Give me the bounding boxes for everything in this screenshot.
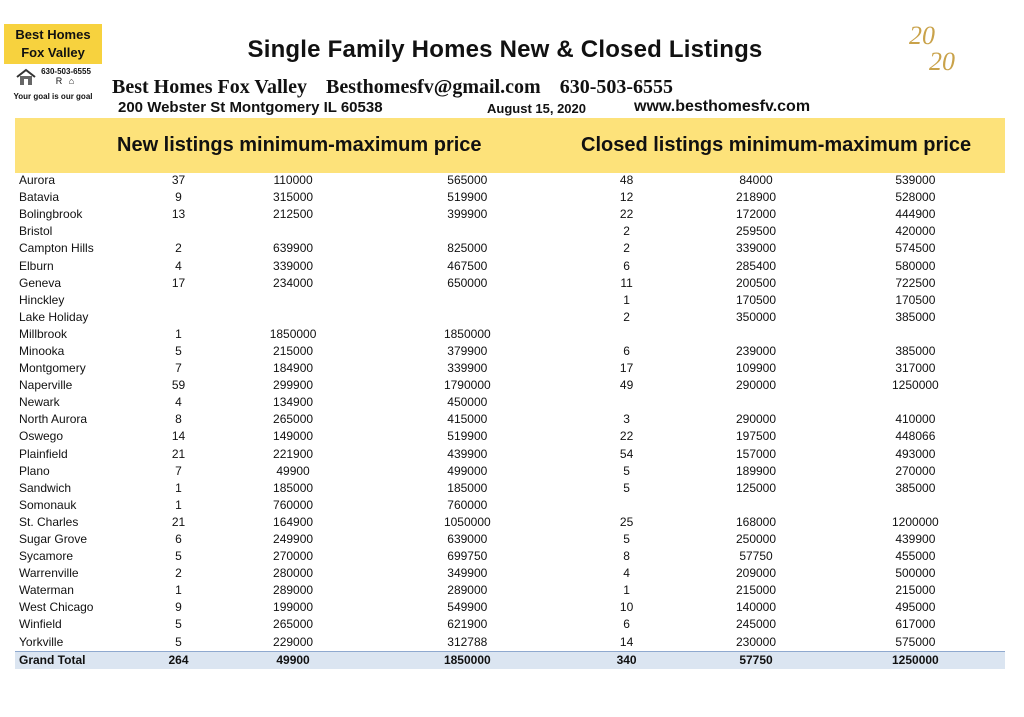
table-row — [15, 223, 1005, 240]
badge-bottom-digits: 20 — [929, 47, 955, 74]
cell-new-min: 199000 — [273, 600, 314, 615]
cell-closed-count: 340 — [567, 651, 686, 669]
cell-closed-min — [686, 326, 825, 343]
cell-closed-min: 189900 — [735, 463, 777, 478]
cell-new-max: 399900 — [447, 207, 488, 222]
address: 200 Webster St Montgomery IL 60538 — [118, 99, 383, 116]
cell-new-max: 1050000 — [443, 514, 491, 529]
table-row — [15, 497, 1005, 514]
cell-city: Oswego — [19, 429, 64, 444]
cell-new-min: 49900 — [218, 651, 367, 669]
cell-new-count: 21 — [171, 446, 186, 461]
cell-closed-min: 57750 — [739, 549, 773, 564]
cell-closed-count — [567, 394, 686, 411]
cell-closed-max: 439900 — [895, 532, 936, 547]
cell-closed-count: 11 — [620, 275, 633, 290]
cell-closed-max: 270000 — [895, 463, 936, 478]
cell-closed-count: 14 — [619, 634, 634, 649]
cell-new-count: 2 — [175, 241, 182, 256]
cell-closed-max: 500000 — [895, 566, 936, 581]
cell-new-max: 699750 — [447, 549, 488, 564]
table-row — [15, 326, 1005, 343]
cell-new-count: 4 — [175, 258, 182, 273]
table-row — [15, 257, 1005, 274]
cell-new-count: 8 — [175, 412, 182, 427]
cell-new-min: 265000 — [273, 617, 314, 632]
listings-table-body — [15, 172, 1005, 669]
cell-new-max: 499000 — [447, 463, 488, 478]
cell-closed-min: 109900 — [735, 361, 777, 376]
cell-new-max — [368, 292, 567, 309]
cell-closed-max: 385000 — [895, 343, 936, 358]
cell-closed-max: 385000 — [895, 480, 936, 495]
cell-new-max: 1850000 — [368, 651, 567, 669]
cell-closed-max: 215000 — [895, 583, 936, 598]
cell-new-count: 9 — [175, 190, 182, 205]
logo-box — [4, 24, 102, 64]
cell-closed-max: 1200000 — [892, 514, 939, 529]
logo-line2: Fox Valley — [21, 45, 85, 60]
table-row — [15, 548, 1005, 565]
cell-closed-min: 57750 — [686, 651, 825, 669]
house-icon — [15, 68, 37, 86]
cell-new-min — [218, 223, 367, 240]
cell-closed-max: 385000 — [895, 309, 936, 324]
realtor-equal-housing-icon: R ⌂ — [55, 76, 77, 86]
cell-closed-count: 6 — [623, 617, 630, 632]
cell-closed-min: 245000 — [735, 617, 777, 632]
cell-new-max — [368, 309, 567, 326]
cell-city: St. Charles — [19, 514, 79, 529]
cell-closed-min: 290000 — [735, 412, 777, 427]
cell-closed-max: 539000 — [895, 173, 936, 188]
cell-closed-max: 722500 — [895, 275, 936, 290]
table-row — [15, 634, 1005, 652]
table-row — [15, 240, 1005, 257]
cell-new-min: 1850000 — [269, 326, 317, 341]
cell-new-max: 519900 — [447, 429, 488, 444]
table-row — [15, 411, 1005, 428]
cell-new-min: 212500 — [273, 207, 314, 222]
cell-closed-count: 48 — [619, 173, 634, 188]
cell-new-count: 7 — [175, 463, 182, 478]
cell-new-max: 1850000 — [443, 326, 491, 341]
cell-closed-min: 230000 — [735, 634, 777, 649]
cell-city: Warrenville — [19, 566, 79, 581]
cell-closed-count: 5 — [623, 463, 630, 478]
cell-closed-count: 12 — [619, 190, 634, 205]
cell-new-min: 234000 — [273, 275, 314, 290]
contact-line — [112, 76, 687, 99]
cell-new-max — [368, 223, 567, 240]
cell-closed-max: 495000 — [895, 600, 936, 615]
cell-new-count: 37 — [171, 173, 186, 188]
table-row — [15, 172, 1005, 189]
cell-city: Plano — [19, 463, 50, 478]
table-row — [15, 531, 1005, 548]
cell-closed-count: 54 — [619, 446, 634, 461]
cell-new-max: 565000 — [447, 173, 488, 188]
report-date: August 15, 2020 — [487, 101, 586, 116]
cell-new-count: 9 — [175, 600, 182, 615]
cell-closed-max — [826, 394, 1005, 411]
cell-closed-min: 140000 — [735, 600, 777, 615]
cell-new-max: 549900 — [447, 600, 488, 615]
cell-city: Sandwich — [19, 480, 72, 495]
cell-new-min: 339000 — [273, 258, 314, 273]
cell-new-max: 621900 — [447, 617, 488, 632]
cell-new-min: 249900 — [273, 532, 314, 547]
cell-city: Elburn — [19, 258, 54, 273]
cell-closed-max: 455000 — [895, 549, 936, 564]
logo-line1: Best Homes — [15, 27, 91, 42]
cell-city: Bristol — [19, 224, 53, 239]
cell-closed-count — [567, 497, 686, 514]
cell-new-max: 312788 — [447, 634, 488, 649]
cell-city: Somonauk — [19, 497, 77, 512]
cell-closed-min: 339000 — [735, 241, 777, 256]
cell-closed-max: 493000 — [895, 446, 936, 461]
cell-new-count: 21 — [171, 514, 186, 529]
cell-closed-max: 580000 — [895, 258, 936, 273]
table-row — [15, 514, 1005, 531]
cell-new-count — [139, 309, 219, 326]
cell-closed-max: 574500 — [895, 241, 936, 256]
cell-closed-max: 528000 — [895, 190, 936, 205]
cell-new-count: 2 — [175, 566, 182, 581]
cell-new-count — [139, 223, 219, 240]
cell-closed-count: 6 — [623, 343, 630, 358]
cell-closed-count: 5 — [623, 480, 630, 495]
cell-new-count: 5 — [175, 634, 182, 649]
cell-closed-count: 6 — [623, 258, 630, 273]
cell-new-max: 339900 — [447, 361, 488, 376]
logo-row — [4, 67, 102, 86]
table-row — [15, 565, 1005, 582]
cell-closed-max — [826, 326, 1005, 343]
grand-total-row — [15, 651, 1005, 669]
table-row — [15, 377, 1005, 394]
cell-closed-count: 2 — [623, 241, 630, 256]
cell-closed-min: 290000 — [735, 378, 777, 393]
cell-new-min: 299900 — [273, 378, 314, 393]
cell-new-min: 265000 — [273, 412, 314, 427]
cell-new-min: 134900 — [273, 395, 314, 410]
cell-new-max: 519900 — [447, 190, 488, 205]
cell-closed-count: 3 — [623, 412, 630, 427]
cell-closed-min: 350000 — [735, 309, 777, 324]
cell-city: Naperville — [19, 378, 73, 393]
cell-closed-count: 2 — [623, 309, 630, 324]
table-row — [15, 599, 1005, 616]
table-row — [15, 292, 1005, 309]
cell-new-min: 760000 — [273, 497, 314, 512]
year-2020-badge-icon — [903, 18, 973, 74]
table-row — [15, 275, 1005, 292]
cell-city: Lake Holiday — [19, 309, 89, 324]
cell-closed-min — [686, 394, 825, 411]
cell-closed-min: 172000 — [735, 207, 777, 222]
cell-city: Sugar Grove — [19, 532, 88, 547]
table-row — [15, 343, 1005, 360]
cell-new-count: 6 — [175, 532, 182, 547]
cell-new-min: 110000 — [273, 173, 313, 188]
cell-new-count: 4 — [175, 395, 182, 410]
page-title: Single Family Homes New & Closed Listings — [247, 36, 763, 63]
cell-new-max: 439900 — [447, 446, 488, 461]
company-name: Best Homes Fox Valley — [112, 76, 307, 98]
cell-new-count: 7 — [175, 361, 182, 376]
cell-new-min: 280000 — [273, 566, 314, 581]
closed-listings-heading: Closed listings minimum-maximum price — [581, 134, 972, 156]
email-link[interactable]: Besthomesfv@gmail.com — [326, 76, 541, 98]
listings-table — [15, 172, 1005, 669]
cell-city: Campton Hills — [19, 241, 94, 256]
cell-new-min — [218, 292, 367, 309]
cell-closed-min: 170500 — [735, 292, 777, 307]
cell-new-count: 1 — [175, 480, 182, 495]
cell-city: Millbrook — [19, 326, 68, 341]
cell-new-count: 5 — [175, 617, 182, 632]
cell-closed-count: 1 — [623, 292, 630, 307]
cell-closed-count: 22 — [619, 207, 634, 222]
logo-phone: 630-503-6555 — [41, 67, 91, 76]
cell-new-count: 17 — [171, 275, 186, 290]
phone-number: 630-503-6555 — [559, 76, 674, 98]
cell-new-min: 215000 — [273, 343, 314, 358]
cell-new-min — [218, 309, 367, 326]
cell-city: Sycamore — [19, 549, 74, 564]
table-row — [15, 616, 1005, 633]
section-header-band — [15, 118, 1005, 173]
cell-city: Waterman — [19, 583, 74, 598]
cell-closed-max — [826, 497, 1005, 514]
cell-new-max: 467500 — [447, 258, 488, 273]
cell-city: North Aurora — [19, 412, 88, 427]
cell-closed-count: 49 — [619, 378, 634, 393]
cell-closed-max: 410000 — [895, 412, 936, 427]
cell-closed-min: 84000 — [739, 173, 773, 188]
cell-closed-max: 170500 — [895, 292, 936, 307]
cell-closed-count: 2 — [623, 224, 630, 239]
cell-city: Minooka — [19, 343, 65, 358]
cell-closed-min: 285400 — [735, 258, 777, 273]
cell-closed-max: 317000 — [895, 361, 936, 376]
cell-closed-min: 197500 — [735, 429, 777, 444]
cell-new-min: 229000 — [273, 634, 314, 649]
cell-new-max: 760000 — [447, 497, 488, 512]
cell-city: Hinckley — [19, 292, 65, 307]
cell-city: Newark — [19, 395, 60, 410]
badge-top-digits: 20 — [909, 21, 935, 50]
cell-new-max: 825000 — [447, 241, 488, 256]
cell-new-max: 185000 — [447, 480, 488, 495]
cell-new-count: 264 — [139, 651, 219, 669]
cell-closed-count: 4 — [623, 566, 630, 581]
cell-closed-max: 444900 — [895, 207, 936, 222]
table-row — [15, 206, 1005, 223]
cell-closed-min: 157000 — [735, 446, 777, 461]
cell-city: Bolingbrook — [19, 207, 83, 222]
table-row — [15, 463, 1005, 480]
cell-closed-min: 218900 — [735, 190, 777, 205]
cell-new-max: 289000 — [447, 583, 488, 598]
website-link[interactable]: www.besthomesfv.com — [634, 98, 811, 115]
cell-new-count: 13 — [171, 207, 186, 222]
cell-city: Yorkville — [19, 634, 64, 649]
cell-new-min: 164900 — [273, 514, 314, 529]
cell-city: Geneva — [19, 275, 62, 290]
cell-new-min: 289000 — [273, 583, 314, 598]
cell-new-min: 270000 — [273, 549, 314, 564]
cell-closed-count — [567, 326, 686, 343]
cell-new-count: 1 — [175, 326, 182, 341]
cell-new-count — [139, 292, 219, 309]
cell-closed-max: 1250000 — [826, 651, 1005, 669]
cell-closed-min: 215000 — [735, 583, 777, 598]
cell-city: Montgomery — [19, 361, 86, 376]
cell-new-max: 450000 — [447, 395, 488, 410]
cell-new-count: 59 — [171, 378, 186, 393]
company-logo — [4, 24, 102, 116]
cell-new-min: 149000 — [273, 429, 314, 444]
cell-closed-max: 575000 — [895, 634, 936, 649]
table-row — [15, 394, 1005, 411]
cell-closed-min — [686, 497, 825, 514]
cell-new-min: 639900 — [273, 241, 314, 256]
cell-closed-max: 1250000 — [892, 378, 939, 393]
table-row — [15, 582, 1005, 599]
cell-city: Plainfield — [19, 446, 68, 461]
table-row — [15, 446, 1005, 463]
cell-closed-min: 168000 — [735, 514, 777, 529]
new-listings-heading: New listings minimum-maximum price — [117, 134, 482, 156]
cell-closed-min: 209000 — [735, 566, 777, 581]
cell-city: Aurora — [19, 173, 56, 188]
cell-city: Winfield — [19, 617, 62, 632]
cell-city: Batavia — [19, 190, 60, 205]
table-row — [15, 480, 1005, 497]
cell-new-max: 415000 — [447, 412, 488, 427]
cell-new-min: 184900 — [273, 361, 314, 376]
cell-new-count: 5 — [175, 343, 182, 358]
cell-new-min: 49900 — [276, 463, 310, 478]
cell-closed-min: 259500 — [735, 224, 777, 239]
cell-new-max: 639000 — [447, 532, 488, 547]
cell-closed-min: 125000 — [735, 480, 777, 495]
cell-closed-count: 5 — [623, 532, 630, 547]
cell-closed-count: 8 — [623, 549, 630, 564]
cell-closed-count: 1 — [623, 583, 630, 598]
cell-closed-max: 420000 — [895, 224, 936, 239]
cell-closed-min: 250000 — [735, 532, 777, 547]
logo-tagline: Your goal is our goal — [13, 92, 93, 101]
cell-closed-count: 22 — [619, 429, 634, 444]
cell-closed-max: 617000 — [895, 617, 936, 632]
cell-new-max: 349900 — [447, 566, 488, 581]
table-row — [15, 428, 1005, 445]
cell-new-min: 221900 — [273, 446, 314, 461]
cell-new-max: 1790000 — [443, 378, 491, 393]
cell-new-count: 1 — [175, 497, 182, 512]
cell-closed-count: 10 — [619, 600, 634, 615]
cell-closed-count: 17 — [619, 361, 634, 376]
cell-closed-max: 448066 — [895, 429, 936, 444]
cell-new-count: 1 — [175, 583, 182, 598]
cell-new-min: 315000 — [273, 190, 314, 205]
cell-new-max: 379900 — [447, 343, 488, 358]
table-row — [15, 360, 1005, 377]
cell-city: West Chicago — [19, 600, 94, 615]
table-row — [15, 189, 1005, 206]
cell-city: Grand Total — [15, 651, 139, 669]
cell-closed-min: 239000 — [735, 343, 777, 358]
cell-new-min: 185000 — [273, 480, 314, 495]
cell-new-count: 5 — [175, 549, 182, 564]
cell-closed-min: 200500 — [735, 275, 777, 290]
table-row — [15, 309, 1005, 326]
cell-closed-count: 25 — [619, 514, 634, 529]
cell-new-count: 14 — [171, 429, 186, 444]
cell-new-max: 650000 — [447, 275, 488, 290]
